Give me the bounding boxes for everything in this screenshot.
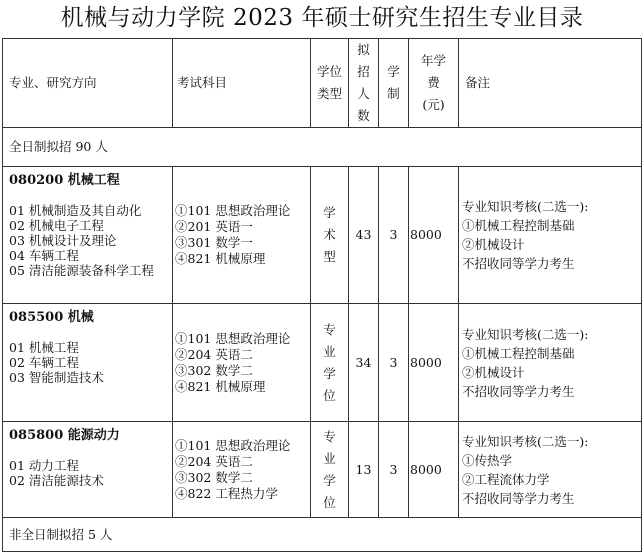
note-line: 不招收同等学力考生 bbox=[462, 256, 575, 271]
exam-subject: ④821 机械原理 bbox=[175, 251, 266, 266]
degree-type-cell: 学术型 bbox=[311, 167, 349, 304]
table-row bbox=[3, 167, 642, 304]
note-line: 不招收同等学力考生 bbox=[462, 383, 575, 399]
header-degree-type: 学位类型 bbox=[311, 39, 349, 128]
exam-subject: ①101 思想政治理论 bbox=[175, 437, 291, 453]
direction: 01 动力工程 bbox=[9, 458, 79, 473]
exam-cell bbox=[173, 167, 311, 304]
header-major: 专业、研究方向 bbox=[3, 39, 173, 128]
exam-subject: ③301 数学一 bbox=[175, 235, 253, 250]
exam-subject: ②204 英语二 bbox=[175, 453, 253, 469]
exam-cell bbox=[173, 422, 311, 518]
note-line: ①机械工程控制基础 bbox=[462, 218, 575, 233]
exam-subject: ①101 思想政治理论 bbox=[175, 330, 291, 346]
major-cell bbox=[3, 167, 173, 304]
header-exam: 考试科目 bbox=[173, 39, 311, 128]
table-row bbox=[3, 304, 642, 422]
header-tuition: 年学费(元) bbox=[409, 39, 459, 128]
major-code: 085800 能源动力 bbox=[9, 428, 120, 443]
major-cell bbox=[3, 422, 173, 518]
header-quota: 拟招人数 bbox=[349, 39, 379, 128]
note-line: ②机械设计 bbox=[462, 237, 525, 252]
note-line: ①传热学 bbox=[462, 452, 513, 468]
major-cell bbox=[3, 304, 173, 422]
major-code: 085500 机械 bbox=[9, 310, 94, 325]
direction: 03 智能制造技术 bbox=[9, 370, 104, 385]
tuition-cell: 8000 bbox=[409, 304, 459, 422]
exam-subject: ④822 工程热力学 bbox=[175, 485, 278, 501]
duration-cell: 3 bbox=[379, 422, 409, 518]
direction: 04 车辆工程 bbox=[9, 248, 79, 263]
note-cell bbox=[459, 422, 642, 518]
header-duration: 学制 bbox=[379, 39, 409, 128]
direction: 05 清洁能源装备科学工程 bbox=[9, 263, 154, 278]
header-note: 备注 bbox=[459, 39, 642, 128]
exam-subject: ①101 思想政治理论 bbox=[175, 203, 291, 218]
exam-subject: ③302 数学二 bbox=[175, 469, 253, 485]
note-line: 专业知识考核(二选一): bbox=[462, 326, 589, 342]
major-code: 080200 机械工程 bbox=[9, 173, 120, 188]
quota-cell: 13 bbox=[349, 422, 379, 518]
direction: 03 机械设计及理论 bbox=[9, 233, 117, 248]
note-cell bbox=[459, 304, 642, 422]
table-row bbox=[3, 422, 642, 518]
degree-type-cell: 专业学位 bbox=[311, 304, 349, 422]
note-line: ①机械工程控制基础 bbox=[462, 345, 575, 361]
tuition-cell: 8000 bbox=[409, 167, 459, 304]
note-line: 不招收同等学力考生 bbox=[462, 490, 575, 506]
direction: 02 车辆工程 bbox=[9, 355, 79, 370]
program-catalog-table bbox=[2, 38, 642, 552]
quota-cell: 43 bbox=[349, 167, 379, 304]
exam-subject: ②204 英语二 bbox=[175, 346, 253, 362]
exam-subject: ④821 机械原理 bbox=[175, 378, 266, 394]
note-line: 专业知识考核(二选一): bbox=[462, 433, 589, 449]
parttime-label: 非全日制拟招 5 人 bbox=[3, 518, 642, 552]
exam-subject: ③302 数学二 bbox=[175, 362, 253, 378]
fulltime-label: 全日制拟招 90 人 bbox=[3, 128, 642, 167]
duration-cell: 3 bbox=[379, 167, 409, 304]
note-line: 专业知识考核(二选一): bbox=[462, 199, 589, 214]
direction: 02 机械电子工程 bbox=[9, 218, 104, 233]
direction: 01 机械工程 bbox=[9, 340, 79, 355]
page-title: 机械与动力学院 2023 年硕士研究生招生专业目录 bbox=[60, 5, 584, 31]
parttime-row bbox=[3, 518, 642, 552]
quota-cell: 34 bbox=[349, 304, 379, 422]
note-line: ②机械设计 bbox=[462, 364, 525, 380]
direction: 02 清洁能源技术 bbox=[9, 473, 104, 488]
note-line: ②工程流体力学 bbox=[462, 471, 550, 487]
tuition-cell: 8000 bbox=[409, 422, 459, 518]
duration-cell: 3 bbox=[379, 304, 409, 422]
note-cell bbox=[459, 167, 642, 304]
header-row bbox=[3, 39, 642, 128]
fulltime-row bbox=[3, 128, 642, 167]
exam-cell bbox=[173, 304, 311, 422]
exam-subject: ②201 英语一 bbox=[175, 219, 253, 234]
direction: 01 机械制造及其自动化 bbox=[9, 203, 142, 218]
degree-type-cell: 专业学位 bbox=[311, 422, 349, 518]
